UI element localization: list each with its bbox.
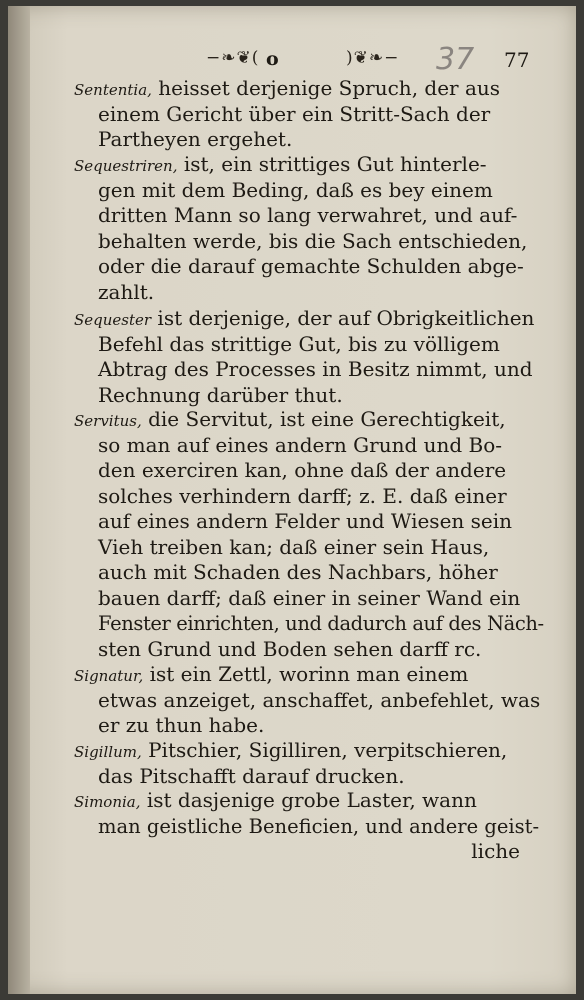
- entry-line: Sigillum, Pitschier, Sigilliren, verpitschieren,: [74, 738, 508, 762]
- entry-line: Servitus, die Servitut, ist eine Gerechtigkeit,: [74, 407, 506, 431]
- entry-line: oder die darauf gemachte Schulden abge-: [98, 254, 524, 278]
- entry-line: Fenster einrichten, und dadurch auf des Näch-: [98, 612, 544, 635]
- entry-line: auf eines andern Felder und Wiesen sein: [98, 509, 513, 533]
- entry-line: gen mit dem Beding, daß es bey einem: [98, 177, 493, 202]
- entry-term: Sequestriren,: [74, 157, 178, 175]
- entry-line: behalten werde, bis die Sach entschieden,: [98, 228, 528, 253]
- page-body: [8, 6, 576, 994]
- entry-line: Sequestriren, ist, ein strittiges Gut hinterle-: [74, 152, 487, 176]
- entry-term: Sequester: [74, 311, 152, 329]
- entry-line: bauen darff; daß einer in seiner Wand ein: [98, 585, 521, 610]
- book-page: [8, 6, 576, 994]
- entry-line: sten Grund und Boden sehen darff rc.: [98, 636, 482, 661]
- entry-line: Signatur, ist ein Zettl, worinn man einem: [74, 662, 469, 686]
- entry-line: Sequester ist derjenige, der auf Obrigkeitlichen: [74, 306, 535, 330]
- entry-line: etwas anzeiget, anschaffet, anbefehlet, was: [98, 687, 541, 712]
- glossary-entry-signatur: [74, 662, 544, 739]
- entry-term: Signatur,: [74, 667, 144, 685]
- catchword: liche: [471, 839, 520, 863]
- ornament-right-icon: )❦❧−: [346, 48, 400, 68]
- entry-line: Partheyen ergehet.: [98, 127, 293, 151]
- entry-term: Simonia,: [74, 793, 141, 811]
- entry-term: Sigillum,: [74, 743, 142, 761]
- entry-line: Vieh treiben kan; daß einer sein Haus,: [98, 534, 490, 559]
- ornament-left-icon: −❧❦(: [206, 48, 260, 68]
- entry-line: einem Gericht über ein Stritt-Sach der: [98, 101, 491, 126]
- entry-line: er zu thun habe.: [98, 713, 265, 737]
- entry-line: auch mit Schaden des Nachbars, höher: [98, 560, 498, 584]
- entry-line: Sententia, heisset derjenige Spruch, der aus: [74, 76, 501, 100]
- entry-term: Sententia,: [74, 81, 152, 99]
- entry-line: man geistliche Beneficien, und andere geist-: [98, 814, 540, 838]
- page-number: 77: [504, 48, 530, 72]
- glossary-entry-simonia: [74, 788, 544, 865]
- entry-term: Servitus,: [74, 412, 142, 430]
- entry-line: zahlt.: [98, 279, 155, 304]
- glossary-entry-sententia: [74, 76, 544, 153]
- glossary-entry-sequestriren: [74, 152, 544, 305]
- entry-line: solches verhindern darff; z. E. daß einer: [98, 483, 507, 508]
- entry-line: Rechnung darüber thut.: [98, 382, 343, 407]
- entry-line: das Pitschafft darauf drucken.: [98, 763, 405, 788]
- entry-line: den exerciren kan, ohne daß der andere: [98, 458, 507, 482]
- entry-line: so man auf eines andern Grund und Bo-: [98, 432, 503, 457]
- entry-line: Simonia, ist dasjenige grobe Laster, wann: [74, 788, 477, 812]
- entry-line: Abtrag des Processes in Besitz nimmt, und: [98, 357, 533, 381]
- glossary-entry-sigillum: [74, 738, 544, 789]
- entry-line: dritten Mann so lang verwahret, und auf-: [98, 203, 518, 227]
- glossary-entry-servitus: [74, 407, 544, 662]
- signature-mark: o: [266, 48, 279, 70]
- glossary-entry-sequester: [74, 306, 544, 408]
- entry-line: Befehl das strittige Gut, bis zu völligem: [98, 331, 500, 356]
- pencil-annotation: 37: [436, 42, 475, 77]
